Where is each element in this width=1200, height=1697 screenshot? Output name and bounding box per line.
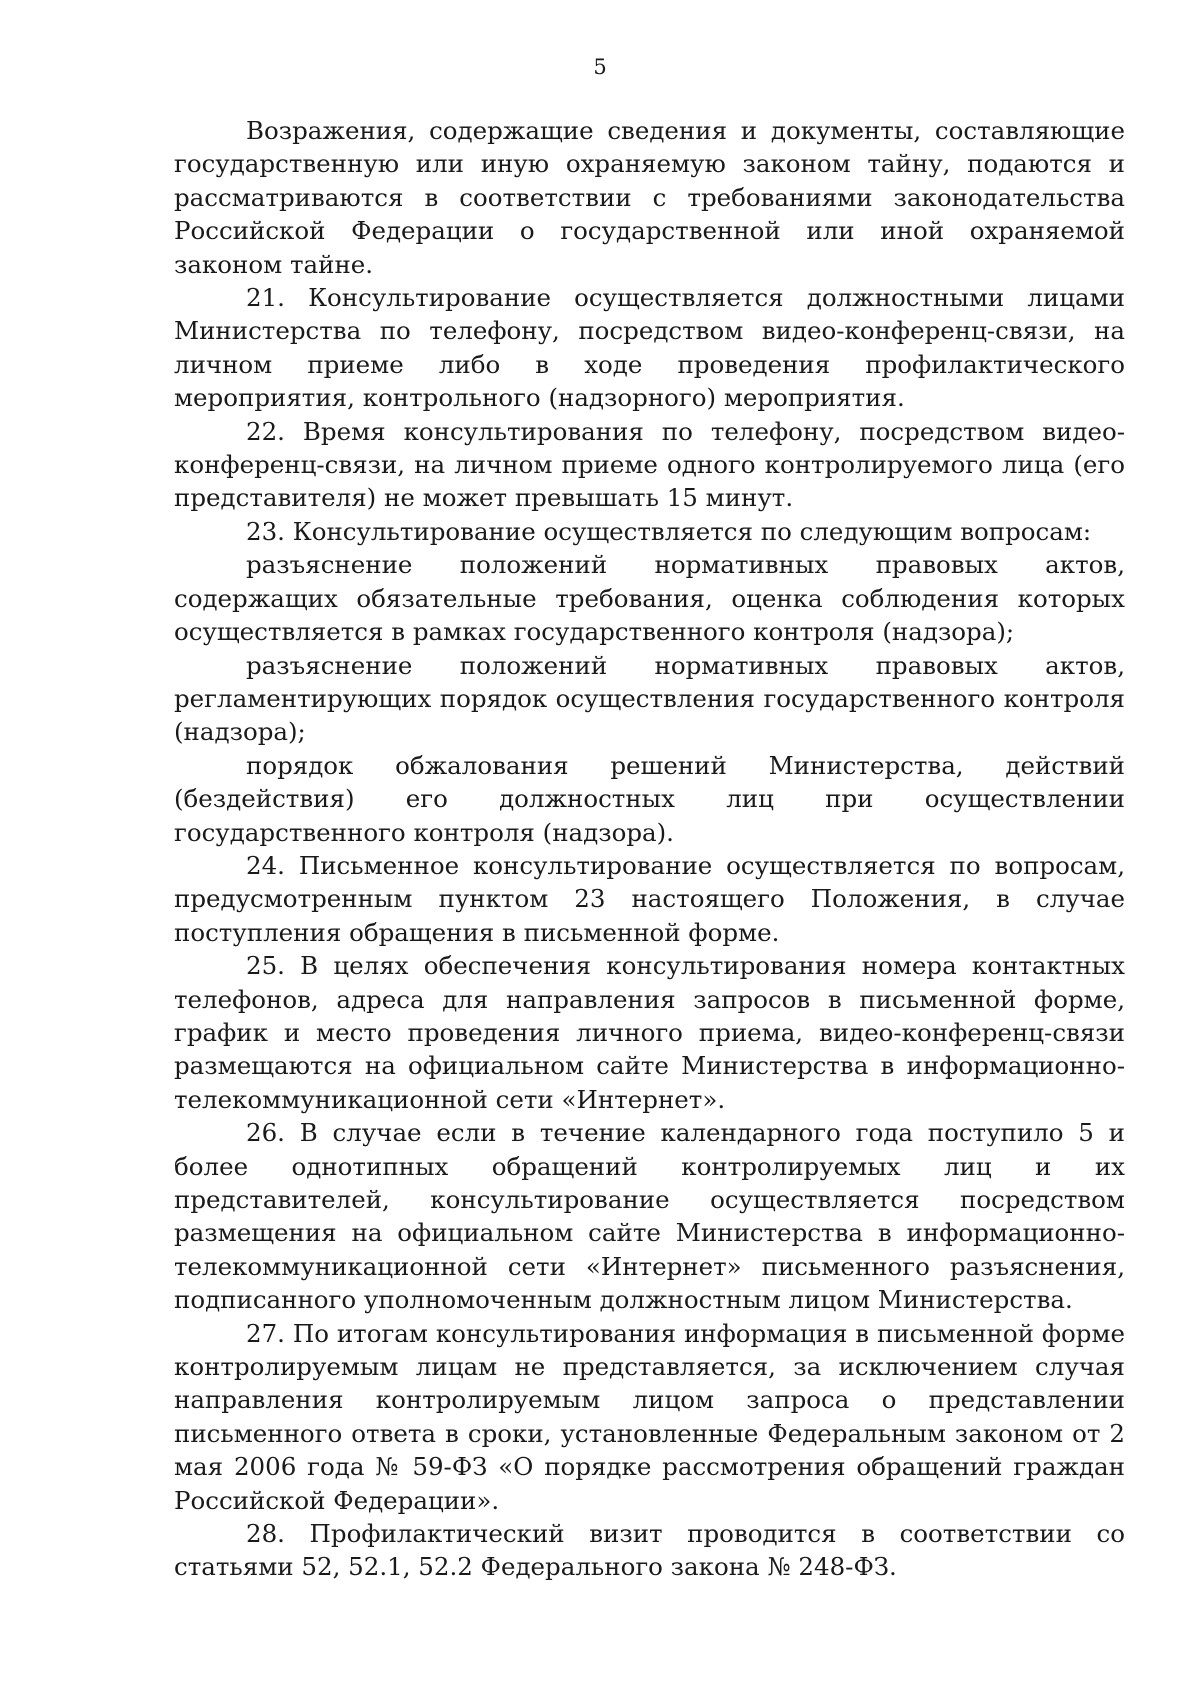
paragraph-25: 25. В целях обеспечения консультирования номера контактных телефонов, адреса для направления запросов в письменной форме, график и место проведения личного приема, видео-конференц-связи размещаются на официальном сайте Министерства в информационно-телекоммуникационной сети «Интернет». — [174, 951, 1125, 1114]
paragraph-23-item-1: разъяснение положений нормативных правовых актов, содержащих обязательные требования, оценка соблюдения которых осуществляется в рамках государственного контроля (надзора); — [174, 550, 1125, 647]
paragraph-28: 28. Профилактический визит проводится в соответствии со статьями 52, 52.1, 52.2 Федерального закона № 248-ФЗ. — [174, 1519, 1125, 1582]
paragraph-23: 23. Консультирование осуществляется по следующим вопросам: — [246, 516, 1092, 546]
paragraph-21: 21. Консультирование осуществляется должностными лицами Министерства по телефону, посредством видео-конференц-связи, на личном приеме либо в ходе проведения профилактического мероприятия, контрольного (надзорного) мероприятия. — [174, 283, 1125, 413]
paragraph-23-item-2: разъяснение положений нормативных правовых актов, регламентирующих порядок осуществления государственного контроля (надзора); — [174, 650, 1125, 747]
document-body — [174, 114, 1125, 1584]
paragraph-24: 24. Письменное консультирование осуществляется по вопросам, предусмотренным пунктом 23 настоящего Положения, в случае поступления обращения в письменной форме. — [174, 850, 1125, 947]
paragraph-22: 22. Время консультирования по телефону, посредством видео-конференц-связи, на личном приеме одного контролируемого лица (его представителя) не может превышать 15 минут. — [174, 416, 1125, 513]
paragraph-26: 26. В случае если в течение календарного года поступило 5 и более однотипных обращений контролируемых лиц и их представителей, консультирование осуществляется посредством размещения на официальном сайте Министерства в информационно-телекоммуникационной сети «Интернет» письменного разъяснения, подписанного уполномоченным должностным лицом Министерства. — [174, 1118, 1125, 1315]
paragraph-objections-secret: Возражения, содержащие сведения и документы, составляющие государственную или иную охраняемую законом тайну, подаются и рассматриваются в соответствии с требованиями законодательства Российской Федерации о государственной или иной охраняемой законом тайне. — [174, 116, 1125, 279]
paragraph-23-item-3: порядок обжалования решений Министерства, действий (бездействия) его должностных лиц при осуществлении государственного контроля (надзора). — [174, 750, 1125, 847]
paragraph-27: 27. По итогам консультирования информация в письменной форме контролируемым лицам не представляется, за исключением случая направления контролируемым лицом запроса о представлении письменного ответа в сроки, установленные Федеральным законом от 2 мая 2006 года № 59-ФЗ «О порядке рассмотрения обращений граждан Российской Федерации». — [174, 1318, 1125, 1515]
page-number: 5 — [593, 55, 607, 79]
